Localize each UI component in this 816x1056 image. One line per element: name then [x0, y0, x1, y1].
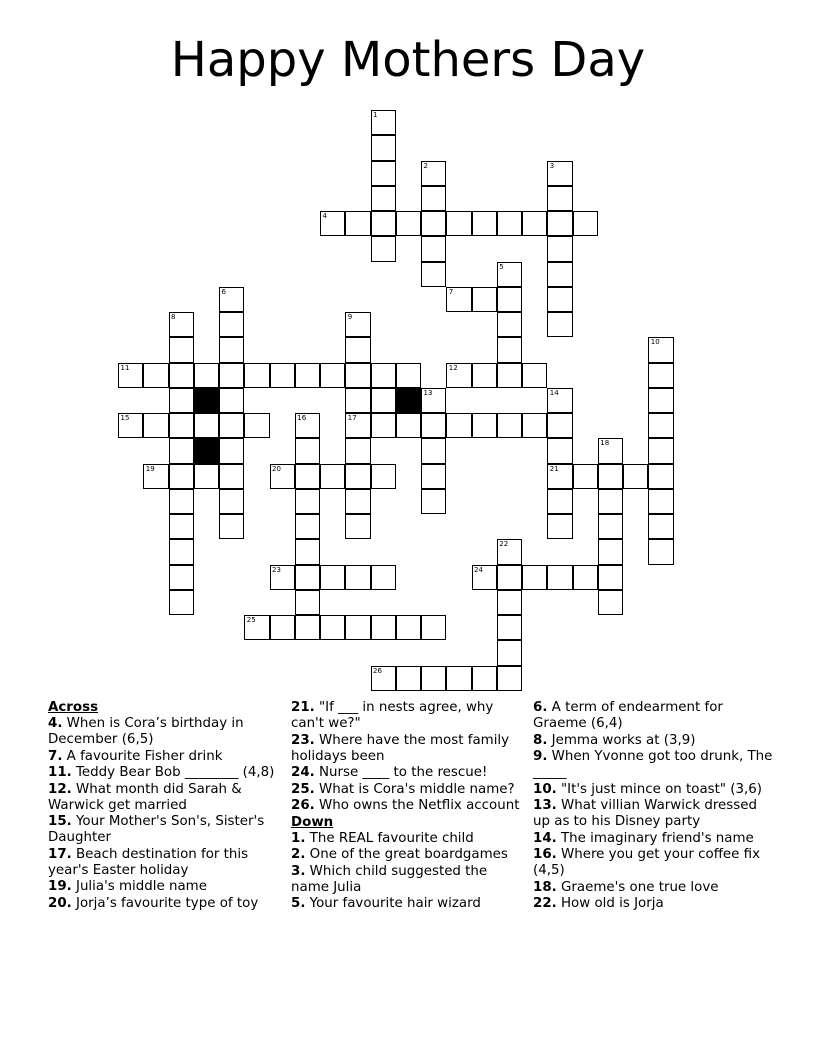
grid-cell[interactable]: [371, 615, 396, 640]
grid-cell[interactable]: [219, 363, 244, 388]
clue-number: 19.: [48, 879, 72, 894]
clue-10: [533, 782, 773, 798]
grid-cell[interactable]: [396, 211, 421, 236]
cell-number: 26: [373, 666, 382, 675]
black-square: [396, 388, 421, 413]
across-clue-list-continued: [291, 700, 523, 814]
across-clue-list: [48, 716, 278, 912]
clue-9: [533, 749, 773, 781]
grid-cell[interactable]: [421, 489, 446, 514]
clue-number: 6.: [533, 700, 548, 715]
cell-number: 25: [246, 616, 256, 624]
clue-text: "It's just mince on toast" (3,6): [556, 781, 763, 797]
grid-cell[interactable]: [345, 388, 370, 413]
grid-cell[interactable]: [169, 413, 194, 438]
puzzle-title: Happy Mothers Day: [170, 32, 646, 88]
clue-text: Jemma works at (3,9): [547, 732, 696, 748]
clue-18: [533, 880, 773, 896]
grid-cell[interactable]: [244, 363, 269, 388]
cell-number: 17: [347, 414, 357, 422]
clue-12: [48, 782, 278, 814]
grid-cell[interactable]: [371, 211, 396, 236]
clue-15: [48, 814, 278, 846]
grid-cell[interactable]: [648, 363, 673, 388]
grid-cell[interactable]: [371, 186, 396, 211]
grid-cell[interactable]: [547, 388, 572, 413]
clue-number: 20.: [48, 895, 72, 911]
grid-cell[interactable]: [371, 110, 396, 135]
black-square: [194, 438, 219, 463]
cell-number: 6: [221, 287, 226, 296]
grid-cell[interactable]: [472, 211, 497, 236]
grid-cell[interactable]: [421, 413, 446, 438]
grid-cell[interactable]: [169, 438, 194, 463]
grid-cell[interactable]: [169, 565, 194, 590]
grid-cell[interactable]: [547, 565, 572, 590]
clue-number: 26.: [291, 798, 315, 813]
grid-cell[interactable]: [345, 337, 370, 362]
grid-cell[interactable]: [143, 413, 168, 438]
grid-cell[interactable]: [345, 211, 370, 236]
grid-cell[interactable]: [371, 363, 396, 388]
grid-cell[interactable]: [371, 464, 396, 489]
across-header: Across: [48, 700, 99, 715]
grid-cell[interactable]: [295, 413, 320, 438]
grid-cell[interactable]: [194, 363, 219, 388]
clue-text: Graeme's one true love: [556, 879, 719, 895]
clue-number: 11.: [48, 765, 72, 780]
clue-text: A term of endearment for Graeme (6,4): [533, 700, 723, 731]
clue-22: [533, 896, 773, 912]
grid-cell[interactable]: [295, 464, 320, 489]
grid-cell[interactable]: [497, 337, 522, 362]
cell-number: 14: [549, 388, 559, 397]
grid-cell[interactable]: [371, 236, 396, 261]
grid-cell[interactable]: [648, 464, 673, 489]
grid-cell[interactable]: [497, 262, 522, 287]
grid-cell[interactable]: [421, 211, 446, 236]
clue-25: [291, 782, 523, 798]
grid-cell[interactable]: [371, 161, 396, 186]
grid-cell[interactable]: [421, 666, 446, 691]
grid-cell[interactable]: [648, 539, 673, 564]
cell-number: 23: [272, 565, 281, 574]
grid-cell[interactable]: [169, 312, 194, 337]
grid-cell[interactable]: [143, 363, 168, 388]
grid-cell[interactable]: [194, 413, 219, 438]
clue-13: [533, 798, 773, 830]
grid-cell[interactable]: [295, 565, 320, 590]
grid-cell[interactable]: [219, 438, 244, 463]
grid-cell[interactable]: [547, 186, 572, 211]
clue-text: Your Mother's Son's, Sister's Daughter: [48, 814, 265, 845]
grid-cell[interactable]: [295, 489, 320, 514]
clue-text: When Yvonne got too drunk, The _____: [533, 749, 773, 780]
grid-cell[interactable]: [446, 363, 471, 388]
cell-number: 22: [499, 540, 509, 549]
grid-cell[interactable]: [270, 615, 295, 640]
grid-cell[interactable]: [421, 236, 446, 261]
grid-cell[interactable]: [345, 489, 370, 514]
clue-text: The REAL favourite child: [305, 830, 474, 846]
grid-cell[interactable]: [497, 363, 522, 388]
clue-3: [291, 864, 523, 896]
grid-cell[interactable]: [421, 186, 446, 211]
clue-16: [533, 847, 773, 879]
clue-21: [291, 700, 523, 732]
grid-cell[interactable]: [522, 211, 547, 236]
grid-cell[interactable]: [169, 337, 194, 362]
cell-number: 16: [297, 414, 307, 422]
grid-cell[interactable]: [219, 287, 244, 312]
grid-cell[interactable]: [345, 413, 370, 438]
clue-column-3: [533, 700, 773, 913]
grid-cell[interactable]: [522, 413, 547, 438]
cell-number: 21: [549, 464, 559, 473]
grid-cell[interactable]: [396, 363, 421, 388]
grid-cell[interactable]: [547, 262, 572, 287]
grid-cell[interactable]: [547, 211, 572, 236]
grid-cell[interactable]: [598, 539, 623, 564]
grid-cell[interactable]: [522, 363, 547, 388]
grid-cell[interactable]: [497, 211, 522, 236]
grid-cell[interactable]: [421, 161, 446, 186]
grid-cell[interactable]: [396, 615, 421, 640]
grid-cell[interactable]: [497, 590, 522, 615]
clue-20: [48, 896, 278, 912]
clue-text: Beach destination for this year's Easter holiday: [48, 846, 249, 878]
grid-cell[interactable]: [219, 413, 244, 438]
grid-cell[interactable]: [497, 413, 522, 438]
grid-cell[interactable]: [244, 413, 269, 438]
clue-number: 15.: [48, 814, 72, 829]
grid-cell[interactable]: [472, 666, 497, 691]
grid-cell[interactable]: [345, 312, 370, 337]
cell-number: 15: [120, 414, 130, 422]
grid-cell[interactable]: [573, 464, 598, 489]
grid-cell[interactable]: [497, 666, 522, 691]
grid-cell[interactable]: [598, 489, 623, 514]
cell-number: 18: [600, 439, 610, 448]
cell-number: 4: [322, 212, 327, 220]
grid-cell[interactable]: [497, 615, 522, 640]
clue-number: 13.: [533, 798, 557, 813]
grid-cell[interactable]: [219, 312, 244, 337]
clue-text: Where you get your coffee fix (4,5): [533, 847, 761, 878]
grid-cell[interactable]: [371, 413, 396, 438]
grid-cell[interactable]: [345, 363, 370, 388]
grid-cell[interactable]: [345, 615, 370, 640]
cell-number: 12: [448, 363, 458, 372]
cell-number: 7: [448, 287, 454, 296]
clue-number: 9.: [533, 749, 548, 764]
grid-cell[interactable]: [295, 363, 320, 388]
cell-number: 8: [171, 313, 176, 321]
grid-cell[interactable]: [219, 489, 244, 514]
grid-cell[interactable]: [371, 565, 396, 590]
grid-cell[interactable]: [396, 666, 421, 691]
grid-cell[interactable]: [270, 464, 295, 489]
grid-cell[interactable]: [194, 464, 219, 489]
clue-text: What villian Warwick dressed up as to his Disney party: [533, 798, 757, 829]
cell-number: 5: [499, 262, 504, 271]
grid-cell[interactable]: [169, 489, 194, 514]
grid-cell[interactable]: [497, 312, 522, 337]
grid-cell[interactable]: [598, 514, 623, 539]
clue-7: [48, 749, 278, 765]
cell-number: 13: [423, 388, 433, 397]
grid-cell[interactable]: [598, 438, 623, 463]
clue-text: Where have the most family holidays been: [291, 732, 510, 764]
clue-number: 22.: [533, 896, 557, 911]
clue-text: Julia's middle name: [71, 879, 207, 894]
grid-cell[interactable]: [547, 489, 572, 514]
clue-text: When is Cora’s birthday in December (6,5): [48, 716, 244, 747]
cell-number: 2: [423, 161, 428, 170]
clue-text: Jorja’s favourite type of toy: [71, 895, 259, 911]
grid-cell[interactable]: [648, 388, 673, 413]
grid-cell[interactable]: [472, 413, 497, 438]
black-square: [194, 388, 219, 413]
grid-cell[interactable]: [547, 413, 572, 438]
grid-cell[interactable]: [371, 666, 396, 691]
clue-number: 1.: [291, 830, 306, 846]
grid-cell[interactable]: [169, 464, 194, 489]
clue-text: What month did Sarah & Warwick get married: [48, 781, 242, 813]
grid-cell[interactable]: [169, 590, 194, 615]
grid-cell[interactable]: [169, 363, 194, 388]
clue-text: Nurse ____ to the rescue!: [314, 765, 488, 780]
clue-text: "If ___ in nests agree, why can't we?": [291, 700, 494, 731]
grid-cell[interactable]: [295, 615, 320, 640]
clue-column-2: [291, 700, 523, 913]
clue-8: [533, 733, 773, 749]
grid-cell[interactable]: [547, 236, 572, 261]
grid-cell[interactable]: [421, 262, 446, 287]
grid-cell[interactable]: [446, 666, 471, 691]
down-header: Down: [291, 814, 334, 830]
grid-cell[interactable]: [648, 438, 673, 463]
grid-cell[interactable]: [547, 464, 572, 489]
grid-cell[interactable]: [446, 211, 471, 236]
clue-number: 10.: [533, 781, 557, 797]
grid-cell[interactable]: [497, 640, 522, 665]
cell-number: 20: [272, 464, 281, 473]
grid-cell[interactable]: [345, 438, 370, 463]
cell-number: 11: [120, 363, 130, 372]
grid-cell[interactable]: [295, 590, 320, 615]
grid-cell[interactable]: [421, 438, 446, 463]
grid-cell[interactable]: [219, 388, 244, 413]
clue-number: 25.: [291, 781, 315, 797]
clue-6: [533, 700, 773, 732]
clue-text: Who owns the Netflix account: [314, 798, 520, 813]
grid-cell[interactable]: [421, 615, 446, 640]
clue-2: [291, 847, 523, 863]
clue-5: [291, 896, 523, 912]
grid-cell[interactable]: [345, 514, 370, 539]
clue-number: 8.: [533, 732, 548, 748]
grid-cell[interactable]: [169, 514, 194, 539]
down-clue-list: [291, 831, 523, 913]
grid-cell[interactable]: [648, 413, 673, 438]
grid-cell[interactable]: [295, 514, 320, 539]
grid-cell[interactable]: [421, 464, 446, 489]
cell-number: 3: [549, 161, 555, 170]
grid-cell[interactable]: [320, 565, 345, 590]
grid-cell[interactable]: [472, 287, 497, 312]
grid-cell[interactable]: [547, 161, 572, 186]
clue-number: 21.: [291, 700, 315, 715]
grid-cell[interactable]: [345, 464, 370, 489]
grid-cell[interactable]: [169, 539, 194, 564]
grid-cell[interactable]: [244, 615, 269, 640]
clue-number: 7.: [48, 748, 63, 764]
grid-cell[interactable]: [446, 413, 471, 438]
clue-text: Your favourite hair wizard: [305, 896, 481, 911]
clue-number: 18.: [533, 879, 557, 895]
clue-26: [291, 798, 523, 814]
grid-cell[interactable]: [143, 464, 168, 489]
clue-text: What is Cora's middle name?: [314, 781, 515, 797]
grid-cell[interactable]: [446, 287, 471, 312]
grid-cell[interactable]: [623, 464, 648, 489]
grid-cell[interactable]: [320, 464, 345, 489]
grid-cell[interactable]: [472, 363, 497, 388]
grid-cell[interactable]: [219, 337, 244, 362]
grid-cell[interactable]: [118, 413, 143, 438]
clue-number: 23.: [291, 732, 315, 748]
grid-cell[interactable]: [497, 565, 522, 590]
clue-number: 16.: [533, 847, 557, 862]
clue-text: A favourite Fisher drink: [62, 748, 223, 764]
grid-cell[interactable]: [345, 565, 370, 590]
grid-cell[interactable]: [598, 565, 623, 590]
grid-cell[interactable]: [598, 590, 623, 615]
cell-number: 19: [145, 464, 155, 473]
grid-cell[interactable]: [320, 211, 345, 236]
cell-number: 9: [347, 313, 353, 321]
grid-cell[interactable]: [396, 413, 421, 438]
grid-cell[interactable]: [547, 287, 572, 312]
grid-cell[interactable]: [270, 363, 295, 388]
grid-cell[interactable]: [320, 363, 345, 388]
clue-1: [291, 831, 523, 847]
grid-cell[interactable]: [295, 539, 320, 564]
clue-column-1: [48, 700, 278, 912]
clue-17: [48, 847, 278, 879]
clue-text: The imaginary friend's name: [556, 830, 754, 846]
grid-cell[interactable]: [472, 565, 497, 590]
grid-cell[interactable]: [371, 135, 396, 160]
grid-cell[interactable]: [598, 464, 623, 489]
clue-number: 2.: [291, 847, 306, 862]
down-clue-list-continued: [533, 700, 773, 912]
grid-cell[interactable]: [320, 615, 345, 640]
grid-cell[interactable]: [648, 514, 673, 539]
grid-cell[interactable]: [522, 565, 547, 590]
clue-11: [48, 765, 278, 781]
cell-number: 10: [650, 338, 660, 347]
clue-19: [48, 879, 278, 895]
grid-cell[interactable]: [648, 337, 673, 362]
grid-cell[interactable]: [295, 438, 320, 463]
clue-text: How old is Jorja: [556, 896, 664, 911]
grid-cell[interactable]: [219, 514, 244, 539]
clue-text: Teddy Bear Bob ________ (4,8): [71, 765, 275, 780]
clue-number: 12.: [48, 781, 72, 797]
grid-cell[interactable]: [421, 388, 446, 413]
clue-14: [533, 831, 773, 847]
grid-cell[interactable]: [219, 464, 244, 489]
grid-cell[interactable]: [648, 489, 673, 514]
clue-text: Which child suggested the name Julia: [291, 863, 488, 895]
grid-cell[interactable]: [573, 211, 598, 236]
clue-number: 3.: [291, 863, 306, 879]
grid-cell[interactable]: [547, 514, 572, 539]
clue-number: 14.: [533, 830, 557, 846]
cell-number: 1: [373, 111, 378, 119]
clue-number: 4.: [48, 716, 63, 731]
grid-cell[interactable]: [497, 287, 522, 312]
clue-number: 24.: [291, 765, 315, 780]
cell-number: 24: [474, 565, 483, 574]
clue-number: 17.: [48, 846, 72, 862]
clue-text: One of the great boardgames: [305, 847, 508, 862]
clue-4: [48, 716, 278, 748]
grid-cell[interactable]: [118, 363, 143, 388]
grid-cell[interactable]: [573, 565, 598, 590]
grid-cell[interactable]: [371, 388, 396, 413]
grid-cell[interactable]: [547, 438, 572, 463]
clue-24: [291, 765, 523, 781]
grid-cell[interactable]: [169, 388, 194, 413]
grid-cell[interactable]: [497, 539, 522, 564]
clue-number: 5.: [291, 896, 306, 911]
grid-cell[interactable]: [270, 565, 295, 590]
clue-23: [291, 733, 523, 765]
grid-cell[interactable]: [547, 312, 572, 337]
